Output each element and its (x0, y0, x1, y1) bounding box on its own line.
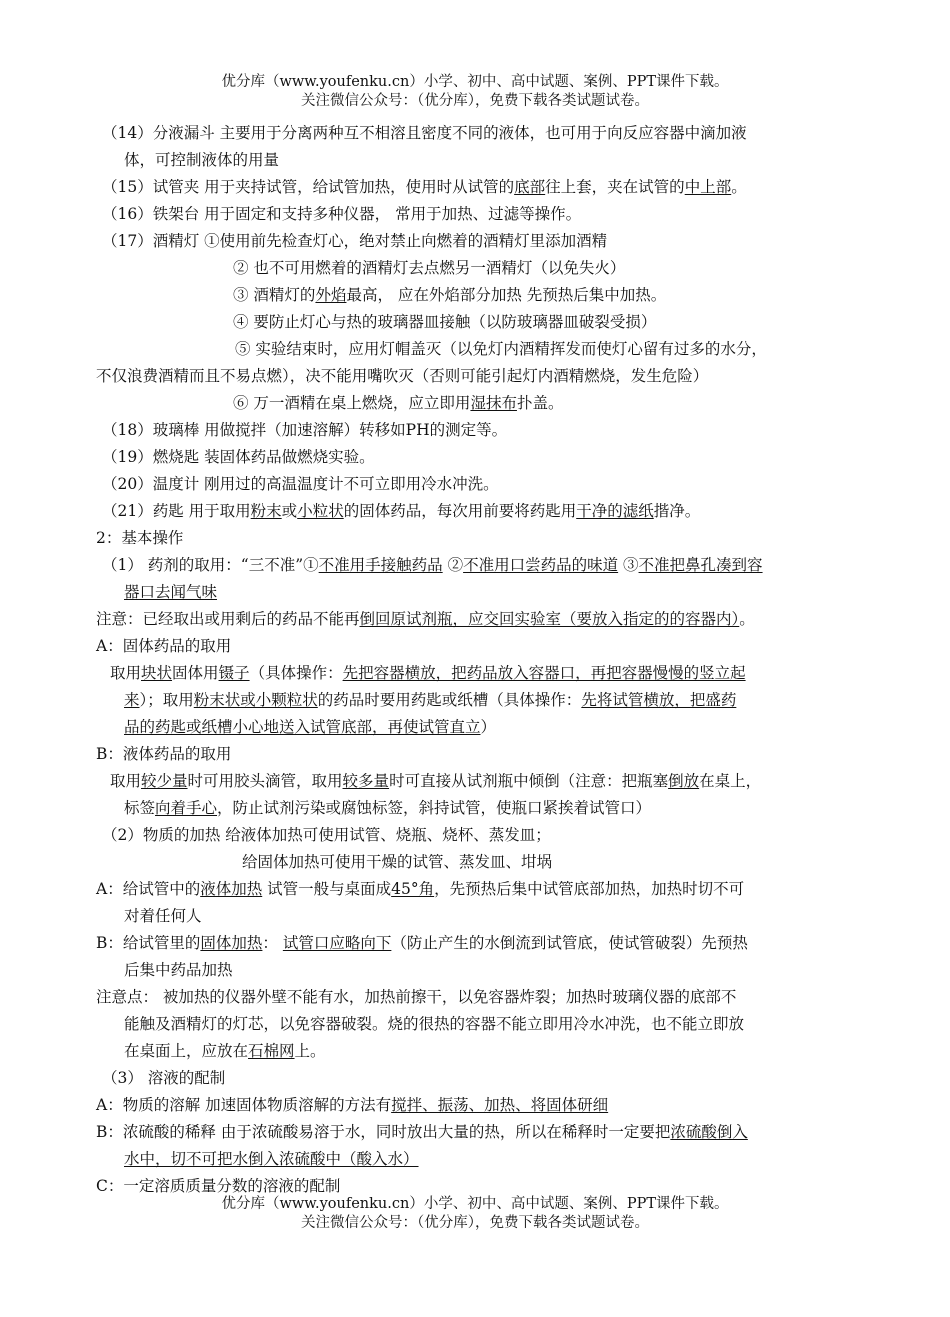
footer-line-2: 关注微信公众号：（优分库），免费下载各类试题试卷。 (301, 1215, 649, 1231)
text-segment: 注意点： 被加热的仪器外壁不能有水，加热前擦干，以免容器炸裂；加热时玻璃仪器的底部不 (96, 988, 737, 1006)
text-segment: ，先预热后集中试管底部加热，加热时切不可 (434, 880, 745, 898)
text-segment: 对着任何人 (124, 907, 202, 925)
text-segment: ③ (618, 556, 639, 574)
underlined-text: 固体加热 (200, 934, 263, 952)
text-line (102, 175, 747, 197)
text-segment: ： (262, 934, 283, 952)
text-line (96, 364, 708, 386)
text-segment: 时可用胶头滴管，取用 (187, 772, 343, 790)
text-segment: ⑥ 万一酒精在桌上燃烧，应立即用 (233, 394, 471, 412)
text-line (242, 850, 552, 872)
underlined-text: 不准把鼻孔凑到容 (638, 556, 763, 574)
text-line (233, 391, 563, 413)
underlined-text: 粉末状或小颗粒状 (193, 691, 318, 709)
text-line (124, 958, 233, 980)
text-segment: 试管一般与桌面成 (262, 880, 392, 898)
text-segment: 固体用 (172, 664, 219, 682)
text-line (124, 1147, 419, 1169)
underlined-text: 搅拌、振荡、加热、将固体研细 (391, 1096, 609, 1114)
underlined-text: 液体加热 (200, 880, 263, 898)
underlined-text: 倒回原试剂瓶，应交回实验室（要放入指定的的容器内） (359, 610, 740, 628)
text-line (110, 769, 761, 791)
text-segment: B：液体药品的取用 (96, 745, 232, 763)
text-line (102, 418, 507, 440)
text-line (110, 661, 746, 683)
header-line-1: 优分库（www.youfenku.cn）小学、初中、高中试题、案例、PPT课件下载。 (221, 74, 729, 90)
underlined-text: 试管口应略向下 (282, 934, 392, 952)
underlined-text: 湿抹布 (470, 394, 517, 412)
text-segment: 取用 (110, 772, 142, 790)
text-segment: ） (480, 718, 497, 736)
text-segment: 。 (739, 610, 755, 628)
text-segment: （15）试管夹 用于夹持试管，给试管加热，使用时从试管的 (102, 178, 515, 196)
text-line (102, 202, 581, 224)
text-line (96, 607, 755, 629)
text-segment: ）；取用 (139, 691, 194, 709)
text-line (96, 931, 748, 953)
text-segment: ④ 要防止灯心与热的玻璃器皿接触（以防玻璃器皿破裂受损） (233, 313, 657, 331)
text-line (124, 904, 202, 926)
text-segment: 的药品时要用药匙或纸槽（具体操作： (317, 691, 582, 709)
underlined-text: 底部 (514, 178, 546, 196)
text-line (96, 1174, 340, 1196)
text-line (96, 877, 744, 899)
text-segment: 标签 (124, 799, 156, 817)
text-segment: （17）酒精灯 ①使用前先检查灯心，绝对禁止向燃着的酒精灯里添加酒精 (102, 232, 608, 250)
page-footer (0, 1195, 950, 1233)
underlined-text: 先将试管横放，把盛药 (581, 691, 737, 709)
text-segment: （19）燃烧匙 装固体药品做燃烧实验。 (102, 448, 375, 466)
text-line (102, 1066, 225, 1088)
underlined-text: 45°角 (391, 880, 435, 898)
text-segment: ③ 酒精灯的 (233, 286, 316, 304)
underlined-text: 石棉网 (248, 1042, 295, 1060)
text-segment: （20）温度计 刚用过的高温温度计不可立即用冷水冲洗。 (102, 475, 499, 493)
underlined-text: 较少量 (141, 772, 188, 790)
text-segment: A：物质的溶解 加速固体物质溶解的方法有 (96, 1096, 392, 1114)
text-segment: 在桌上， (699, 772, 762, 790)
text-line (96, 1093, 608, 1115)
underlined-text: 不准用手接触药品 (318, 556, 443, 574)
underlined-text: 倒放 (668, 772, 700, 790)
text-line (96, 1120, 748, 1142)
text-segment: ② 也不可用燃着的酒精灯去点燃另一酒精灯（以免失火） (233, 259, 626, 277)
text-segment: 扑盖。 (516, 394, 564, 412)
text-segment: 取用 (110, 664, 142, 682)
underlined-text: 器口去闻气味 (124, 583, 218, 601)
text-line (102, 445, 375, 467)
text-line (124, 580, 217, 602)
underlined-text: 品的药匙或纸槽小心地送入试管底部，再使试管直立 (124, 718, 481, 736)
text-segment: B：给试管里的 (96, 934, 201, 952)
underlined-text: 小粒状 (297, 502, 344, 520)
underlined-text: 来 (124, 691, 140, 709)
underlined-text: 中上部 (684, 178, 732, 196)
text-line (235, 337, 767, 359)
text-segment: 最高， 应在外焰部分加热 先预热后集中加热。 (346, 286, 667, 304)
text-line (124, 688, 736, 710)
text-line (102, 472, 499, 494)
text-segment: 的固体药品，每次用前要将药匙用 (343, 502, 577, 520)
text-segment: （2）物质的加热 给液体加热可使用试管、烧瓶、烧杯、蒸发皿； (102, 826, 551, 844)
text-line (102, 553, 763, 575)
underlined-text: 较多量 (342, 772, 390, 790)
underlined-text: 水中，切不可把水倒入浓硫酸中（酸入水） (124, 1150, 419, 1168)
underlined-text: 不准用口尝药品的味道 (463, 556, 619, 574)
text-line (233, 310, 656, 332)
text-segment: 揩净。 (653, 502, 701, 520)
text-line (233, 256, 625, 278)
text-segment: C：一定溶质质量分数的溶液的配制 (96, 1177, 341, 1195)
text-line (96, 634, 231, 656)
text-segment: B：浓硫酸的稀释 由于浓硫酸易溶于水，同时放出大量的热，所以在稀释时一定要把 (96, 1123, 671, 1141)
text-segment: ⑤ 实验结束时，应用灯帽盖灭（以免灯内酒精挥发而使灯心留有过多的水分， (235, 340, 767, 358)
text-line (96, 742, 231, 764)
text-segment: （21）药匙 用于取用 (102, 502, 251, 520)
text-line (102, 499, 700, 521)
underlined-text: 干净的滤纸 (576, 502, 654, 520)
underlined-text: 镊子 (218, 664, 250, 682)
text-segment: 时可直接从试剂瓶中倾倒（注意：把瓶塞 (389, 772, 669, 790)
underlined-text: 粉末 (250, 502, 282, 520)
text-segment: ② (442, 556, 464, 574)
text-segment: 后集中药品加热 (124, 961, 233, 979)
underlined-text: 向着手心 (155, 799, 218, 817)
text-line (102, 229, 607, 251)
text-segment: （16）铁架台 用于固定和支持多种仪器， 常用于加热、过滤等操作。 (102, 205, 582, 223)
text-segment: 或 (281, 502, 298, 520)
text-line (124, 1012, 744, 1034)
text-segment: （14）分液漏斗 主要用于分离两种互不相溶且密度不同的液体，也可用于向反应容器中滴加液 (102, 124, 747, 142)
header-line-2: 关注微信公众号：（优分库），免费下载各类试题试卷。 (301, 93, 649, 109)
text-segment: 体，可控制液体的用量 (124, 151, 280, 169)
underlined-text: 块状 (141, 664, 173, 682)
underlined-text: 外焰 (315, 286, 347, 304)
text-segment: 注意：已经取出或用剩后的药品不能再 (96, 610, 360, 628)
underlined-text: 先把容器横放，把药品放入容器口，再把容器慢慢的竖立起 (342, 664, 746, 682)
text-segment: 。 (731, 178, 747, 196)
text-segment: 给固体加热可使用干燥的试管、蒸发皿、坩埚 (242, 853, 553, 871)
text-line (124, 1039, 326, 1061)
text-segment: 往上套，夹在试管的 (545, 178, 685, 196)
text-segment: ，防止试剂污染或腐蚀标签，斜持试管，使瓶口紧挨着试管口） (217, 799, 652, 817)
text-line (124, 715, 496, 737)
text-segment: （具体操作： (249, 664, 343, 682)
text-line (96, 526, 183, 548)
text-segment: （防止产生的水倒流到试管底，使试管破裂）先预热 (391, 934, 748, 952)
text-line (102, 121, 747, 143)
text-line (102, 823, 551, 845)
footer-line-1: 优分库（www.youfenku.cn）小学、初中、高中试题、案例、PPT课件下载。 (221, 1196, 729, 1212)
text-line (96, 985, 736, 1007)
text-segment: 上。 (294, 1042, 326, 1060)
text-segment: A：给试管中的 (96, 880, 201, 898)
underlined-text: 浓硫酸倒入 (670, 1123, 748, 1141)
text-line (233, 283, 666, 305)
text-segment: （3） 溶液的配制 (102, 1069, 226, 1087)
text-line (124, 148, 279, 170)
page-header (0, 73, 950, 111)
text-segment: 2：基本操作 (96, 529, 184, 547)
text-segment: 在桌面上，应放在 (124, 1042, 249, 1060)
text-segment: 不仅浪费酒精而且不易点燃），决不能用嘴吹灭（否则可能引起灯内酒精燃烧，发生危险） (96, 367, 709, 385)
text-segment: （18）玻璃棒 用做搅拌（加速溶解）转移如PH的测定等。 (102, 421, 508, 439)
text-segment: A：固体药品的取用 (96, 637, 232, 655)
text-segment: （1） 药剂的取用：“三不准”① (102, 556, 319, 574)
text-segment: 能触及酒精灯的灯芯，以免容器破裂。烧的很热的容器不能立即用冷水冲洗，也不能立即放 (124, 1015, 745, 1033)
text-line (124, 796, 651, 818)
